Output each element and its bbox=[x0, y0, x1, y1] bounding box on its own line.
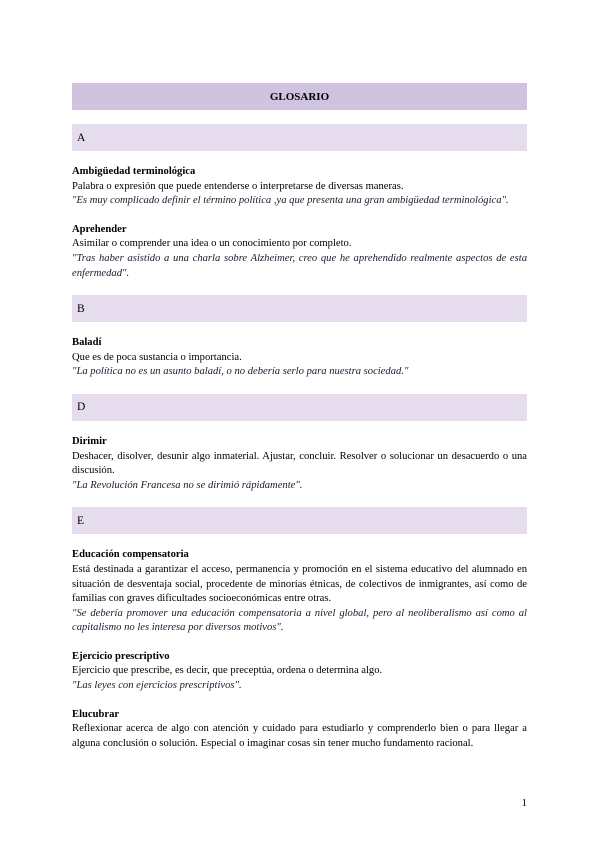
entry-term: Dirimir bbox=[72, 435, 107, 447]
entry-term: Aprehender bbox=[72, 223, 127, 235]
glossary-entry-elucubrar bbox=[72, 708, 527, 752]
glossary-entry-educacion bbox=[72, 548, 527, 636]
glossary-entry-dirimir bbox=[72, 435, 527, 493]
section-header-a: A bbox=[72, 124, 527, 151]
glossary-entry-ejercicio bbox=[72, 650, 527, 694]
entry-example: "La Revolución Francesa no se dirimió rápidamente". bbox=[72, 479, 303, 491]
entry-example: "Tras haber asistido a una charla sobre Alzheimer, creo que he aprehendido realmente aspectos de esta enfermedad". bbox=[72, 252, 527, 279]
entry-example: "Se debería promover una educación compensatoria a nivel global, pero al neoliberalismo así como al capitalismo no les interesa por diversos motivos". bbox=[72, 607, 527, 634]
glossary-entry-aprehender bbox=[72, 223, 527, 281]
glossary-entry-ambiguedad bbox=[72, 165, 527, 209]
entry-example: "La política no es un asunto baladí, o no debería serlo para nuestra sociedad." bbox=[72, 366, 409, 378]
entry-definition: Asimilar o comprender una idea o un conocimiento por completo. bbox=[72, 238, 352, 250]
entry-definition: Ejercicio que prescribe, es decir, que preceptúa, ordena o determina algo. bbox=[72, 665, 383, 677]
entry-term: Baladí bbox=[72, 337, 102, 349]
entry-term: Elucubrar bbox=[72, 708, 120, 720]
section-header-d: D bbox=[72, 394, 527, 421]
entry-term: Ambigüedad terminológica bbox=[72, 166, 196, 177]
entry-example: "Es muy complicado definir el término política ,ya que presenta una gran ambigüedad terminológica". bbox=[72, 195, 509, 207]
entry-definition: Deshacer, disolver, desunir algo inmaterial. Ajustar, concluir. Resolver o solucionar un desacuerdo o una discusión. bbox=[72, 450, 527, 477]
glossary-page bbox=[72, 83, 527, 751]
entry-definition: Que es de poca sustancia o importancia. bbox=[72, 351, 242, 363]
page-number: 1 bbox=[521, 797, 527, 809]
section-header-b: B bbox=[72, 295, 527, 322]
entry-example: "Las leyes con ejercicios prescriptivos". bbox=[72, 680, 242, 692]
entry-definition: Palabra o expresión que puede entenderse o interpretarse de diversas maneras. bbox=[72, 180, 404, 192]
entry-definition: Reflexionar acerca de algo con atención y cuidado para estudiarlo y comprenderlo bien o para llegar a alguna conclusión o solución. Especial o imaginar cosas sin tener mucho fundamento racional. bbox=[72, 723, 527, 749]
entry-term: Ejercicio prescriptivo bbox=[72, 650, 170, 662]
glossary-entry-baladi bbox=[72, 336, 527, 380]
entry-definition: Está destinada a garantizar el acceso, permanencia y promoción en el sistema educativo del alumnado en situación de desventaja social, procedente de minorías étnicas, de colectivos de inmigrantes, así como de familias con graves dificultades socioeconómicas entre otras. bbox=[72, 563, 527, 605]
section-header-e: E bbox=[72, 507, 527, 534]
page-title: GLOSARIO bbox=[72, 83, 527, 110]
entry-term: Educación compensatoria bbox=[72, 549, 189, 561]
